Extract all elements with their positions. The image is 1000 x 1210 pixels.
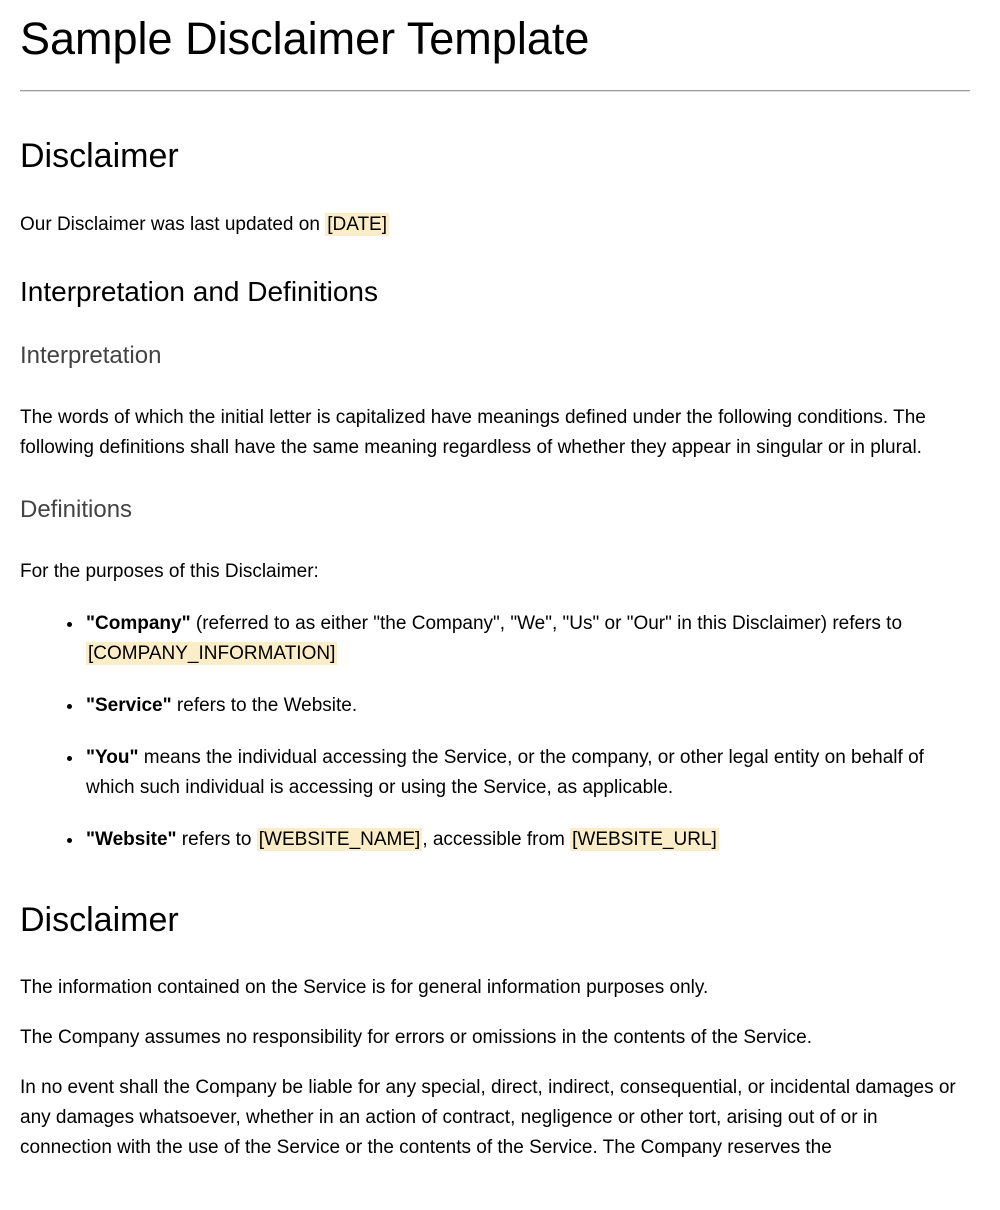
text-segment: refers to the Website. [171,694,358,716]
last-updated-line [20,210,965,240]
heading-definitions: Definitions [20,495,133,523]
defined-term: "You" [86,746,139,768]
text-segment: refers to [176,828,257,850]
title-divider [20,90,970,91]
placeholder-highlight: [WEBSITE_NAME] [258,828,421,850]
disclaimer-paragraph-1: The information contained on the Service is for general information purposes only. [20,977,709,998]
definitions-intro: For the purposes of this Disclaimer: [20,560,319,582]
interpretation-paragraph: The words of which the initial letter is capitalized have meanings defined under the following conditions. The following definitions shall have the same meaning regardless of whether they appear in singular or in plural. [20,406,926,458]
definition-item-company [84,609,965,669]
definition-item-you [84,743,965,803]
disclaimer-document [0,12,995,1163]
definition-item-service [84,691,965,721]
disclaimer-paragraph-2: The Company assumes no responsibility for errors or omissions in the contents of the Service. [20,1027,813,1048]
heading-interpretation: Interpretation [20,341,162,369]
placeholder-highlight: [COMPANY_INFORMATION] [88,642,336,664]
text-segment: Our Disclaimer was last updated on [20,213,326,235]
placeholder-highlight: [DATE] [327,213,388,235]
definition-item-website [84,825,965,855]
placeholder-highlight: [WEBSITE_URL] [572,828,717,850]
page-title: Sample Disclaimer Template [20,13,590,64]
defined-term: "Company" [86,612,191,634]
text-segment: , accessible from [422,828,571,850]
text-segment: means the individual accessing the Service, or the company, or other legal entity on behalf of which such individual is accessing or using the Service, as applicable. [86,746,924,798]
defined-term: "Website" [86,828,177,850]
disclaimer-paragraph-3: In no event shall the Company be liable for any special, direct, indirect, consequential, or incidental damages or any damages whatsoever, whether in an action of contract, negligence or other tort, arising out of or in connection with the use of the Service or the contents of the Service. The Company reserves the [20,1077,956,1158]
heading-disclaimer-bottom: Disclaimer [20,900,179,939]
heading-interpretation-and-definitions: Interpretation and Definitions [20,275,378,307]
text-segment: (referred to as either "the Company", "We", "Us" or "Our" in this Disclaimer) refers to [190,612,903,634]
defined-term: "Service" [86,694,172,716]
heading-disclaimer-top: Disclaimer [20,137,179,175]
definitions-list [20,609,965,855]
